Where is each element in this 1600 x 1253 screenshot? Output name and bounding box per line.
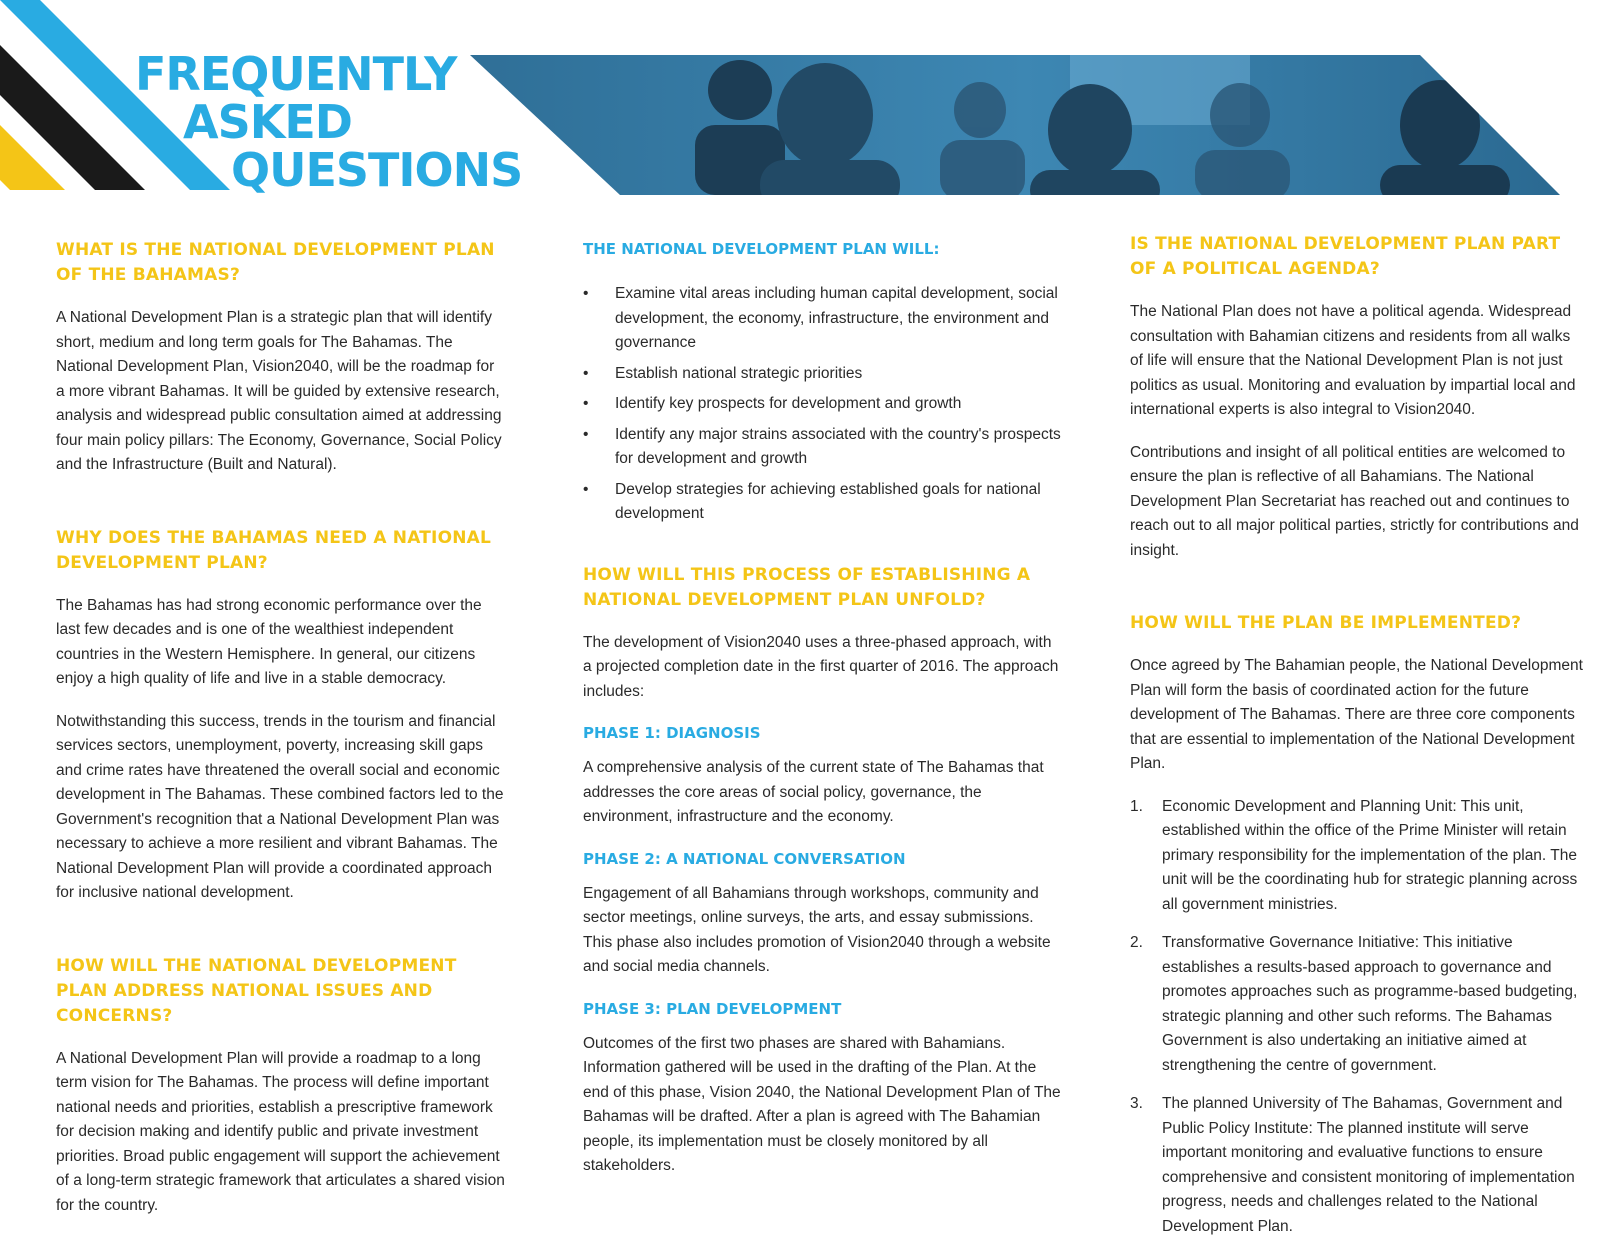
item-text: Economic Development and Planning Unit: This unit, established within the office of the Prime Minister will retain primary responsibility for the implementation of the plan. The unit will be the coordinating hub for strategic planning across all government ministries. [1162,797,1578,913]
phase-heading: PHASE 1: DIAGNOSIS [583,724,761,742]
bullet-icon: • [583,395,589,412]
title-line-2: ASKED [183,95,352,149]
faq-column-3 [1130,232,1585,1253]
item-number: 1. [1130,797,1143,815]
phase-heading: PHASE 3: PLAN DEVELOPMENT [583,999,842,1018]
list-item [583,282,1063,356]
phase-paragraph: A comprehensive analysis of the current state of The Bahamas that addresses the core areas of social policy, governance, the environment, infrastructure and the economy. [583,759,1044,825]
phase-paragraph: Engagement of all Bahamians through workshops, community and sector meetings, online surveys, the arts, and essay submissions. This phase also includes promotion of Vision2040 through a website and social media channels. [583,884,1051,975]
question-heading: WHAT IS THE NATIONAL DEVELOPMENT PLAN OF THE BAHAMAS? [56,240,495,285]
list-item-text: Identify key prospects for development and growth [615,395,962,412]
item-number: 3. [1130,1095,1143,1112]
list-item-text: Develop strategies for achieving established goals for national development [615,480,1041,522]
numbered-item [1130,1092,1585,1239]
list-item-text: Establish national strategic priorities [615,364,863,382]
title-line-3: QUESTIONS [231,143,523,197]
item-number: 2. [1130,934,1143,951]
list-item [583,478,1063,527]
list-item [583,362,1063,387]
question-heading: HOW WILL THE PLAN BE IMPLEMENTED? [1130,613,1522,633]
answer-paragraph: Once agreed by The Bahamian people, the National Development Plan will form the basis of coordinated action for the future development of The Bahamas. There are three core components that are essential to implementation of the National Development Plan. [1130,657,1583,772]
question-heading: WHY DOES THE BAHAMAS NEED A NATIONAL DEVELOPMENT PLAN? [56,527,492,573]
bullet-icon: • [583,364,589,382]
phase-heading: PHASE 2: A NATIONAL CONVERSATION [583,849,906,868]
bullet-icon: • [583,285,589,302]
implementation-list [1130,795,1585,1240]
bullet-icon: • [583,425,589,443]
title-line-1: FREQUENTLY [135,47,457,101]
faq-column-2 [583,238,1063,1197]
item-text: The planned University of The Bahamas, Government and Public Policy Institute: The planned institute will serve important monitoring and evaluative functions to ensure comprehensive and consistent monitoring of implementation progress, needs and challenges related to the National Development Plan. [1162,1095,1575,1235]
item-text: Transformative Governance Initiative: This initiative establishes a results-based approach to governance and promotes approaches such as programme-based budgeting, strategic planning and other such reforms. The Bahamas Government is also undertaking an initiative aimed at strengthening the centre of government. [1162,934,1578,1074]
answer-paragraph: The Bahamas has had strong economic performance over the last few decades and is one of the wealthiest independent countries in the Western Hemisphere. In general, our citizens enjoy a high quality of life and live in a stable democracy. [56,596,482,687]
answer-paragraph: A National Development Plan is a strategic plan that will identify short, medium and long term goals for The Bahamas. The National Development Plan, Vision2040, will be the roadmap for a more vibrant Bahamas. It will be guided by extensive research, analysis and widespread public consultation aimed at addressing four main policy pillars: The Economy, Governance, Social Policy and the Infrastructure (Built and Natural). [56,309,502,473]
list-item-text: Identify any major strains associated with the country's prospects for development and growth [615,425,1061,467]
plan-will-list [583,282,1063,527]
answer-paragraph: Contributions and insight of all political entities are welcomed to ensure the plan is reflective of all Bahamians. The National Development Plan Secretariat has reached out and continues to reach out to all major political parties, strictly for contributions and insight. [1130,443,1579,559]
list-item-text: Examine vital areas including human capital development, social development, the economy, infrastructure, the environment and governance [615,285,1058,351]
numbered-item [1130,931,1585,1078]
question-heading: HOW WILL THE NATIONAL DEVELOPMENT PLAN ADDRESS NATIONAL ISSUES AND CONCERNS? [56,955,457,1026]
answer-paragraph: The development of Vision2040 uses a three-phased approach, with a projected completion date in the first quarter of 2016. The approach includes: [583,633,1059,700]
faq-column-1 [56,238,506,1236]
question-heading: HOW WILL THIS PROCESS OF ESTABLISHING A NATIONAL DEVELOPMENT PLAN UNFOLD? [583,564,1031,610]
list-item [583,392,1063,417]
answer-paragraph: A National Development Plan will provide a roadmap to a long term vision for The Bahamas. The process will define important national needs and priorities, establish a prescriptive framework for decision making and identify public and private investment priorities. Broad public engagement will support the achievement of a long-term strategic framework that articulates a shared vision for the country. [56,1049,505,1214]
bullet-icon: • [583,480,589,498]
question-heading: IS THE NATIONAL DEVELOPMENT PLAN PART OF A POLITICAL AGENDA? [1130,234,1561,279]
numbered-item [1130,795,1585,918]
answer-paragraph: The National Plan does not have a political agenda. Widespread consultation with Bahamian citizens and residents from all walks of life will ensure that the National Development Plan is not just politics as usual. Monitoring and evaluation by impartial local and international experts is also integral to Vision2040. [1130,303,1576,418]
banner-photo [470,55,1580,195]
answer-paragraph: Notwithstanding this success, trends in the tourism and financial services sectors, unemployment, poverty, increasing skill gaps and crime rates have threatened the overall social and economic development in The Bahamas. These combined factors led to the Government's recognition that a National Development Plan was necessary to achieve a more resilient and vibrant Bahamas. The National Development Plan will provide a coordinated approach for inclusive national development. [56,712,504,901]
plan-will-heading: THE NATIONAL DEVELOPMENT PLAN WILL: [583,240,940,258]
phase-paragraph: Outcomes of the first two phases are shared with Bahamians. Information gathered will be used in the drafting of the Plan. At the end of this phase, Vision 2040, the National Development Plan of The Bahamas will be drafted. After a plan is agreed with The Bahamian people, its implementation must be closely monitored by all stakeholders. [583,1034,1061,1174]
list-item [583,423,1063,472]
page-title [135,47,523,197]
